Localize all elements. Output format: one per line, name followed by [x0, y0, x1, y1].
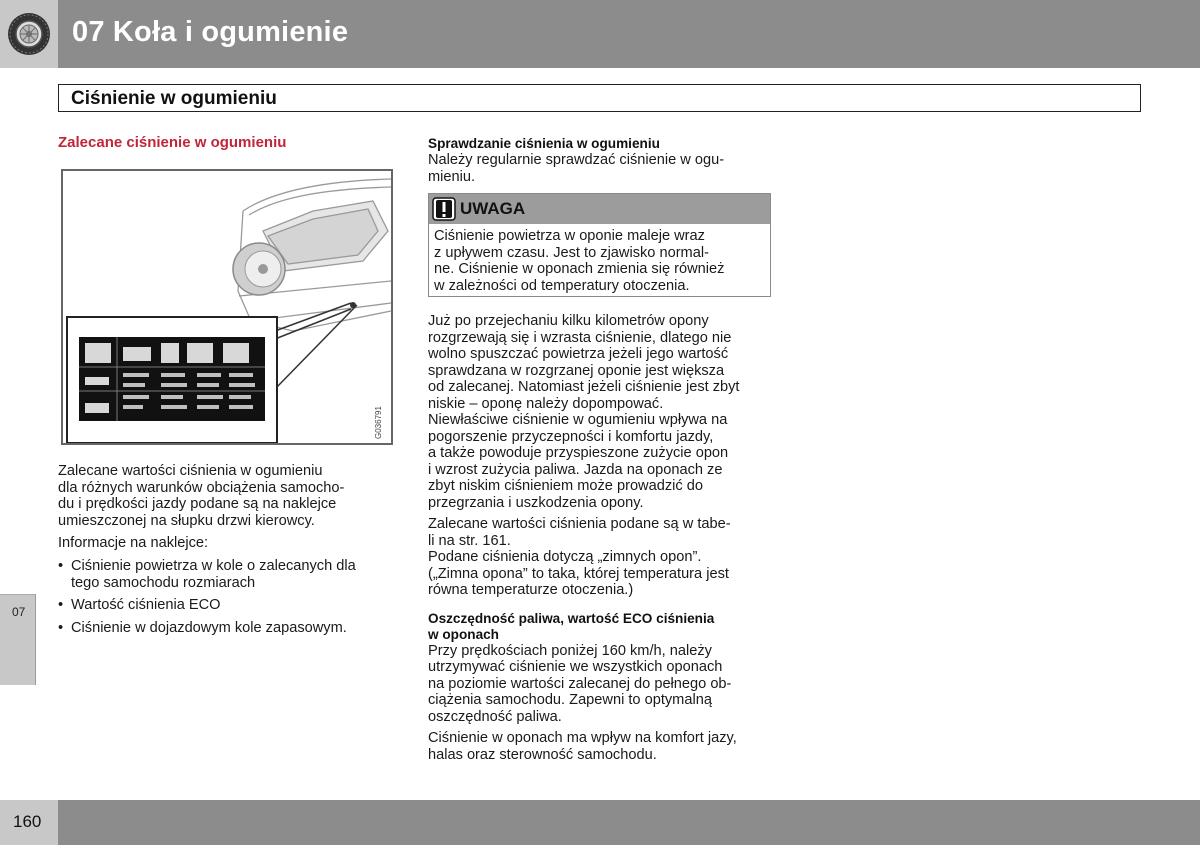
text-line: Zalecane wartości ciśnienia podane są w tabe- [428, 516, 731, 532]
chapter-title: 07 Koła i ogumienie [72, 16, 349, 48]
text-line: przegrzania i uszkodzenia opony. [428, 494, 644, 511]
text-line: na poziomie wartości zalecanej do pełnego ob- [428, 675, 732, 692]
text-line: wolno spuszczać powietrza jeżeli jego wartość [428, 346, 729, 362]
tire-pressure-label-figure [61, 169, 393, 445]
text-line: Ciśnienie powietrza w oponie maleje wraz [434, 228, 705, 244]
chapter-side-tab [0, 594, 36, 685]
left-text-block [58, 463, 393, 642]
list-item [58, 597, 393, 614]
text-line: ciążenia samochodu. Zapewni to optymalną [428, 692, 712, 708]
text-line: oszczędność paliwa. [428, 708, 562, 725]
text-line: niskie – oponę należy dopompować. [428, 395, 664, 412]
comfort-paragraph [428, 730, 773, 763]
text-line: Podane ciśnienia dotyczą „zimnych opon”. [428, 549, 702, 565]
text-line: równa temperaturze otoczenia.) [428, 582, 634, 598]
list-item [58, 558, 393, 591]
sticker-info-list [58, 558, 393, 636]
right-column [428, 136, 773, 768]
list-item-text: Ciśnienie w dojazdowym kole zapasowym. [71, 619, 347, 636]
eco-paragraph [428, 643, 773, 726]
page-number: 160 [13, 812, 42, 831]
text-line: Oszczędność paliwa, wartość ECO ciśnienia [428, 610, 715, 626]
text-line: ne. Ciśnienie w oponach zmienia się również [434, 261, 725, 277]
list-item [58, 620, 393, 637]
list-item-text: tego samochodu rozmiarach [71, 574, 256, 591]
car-door-pillar-illustration [63, 171, 391, 443]
text-line: i wzrost zużycia paliwa. Jazda na oponach ze [428, 461, 723, 478]
section-title: Ciśnienie w ogumieniu [71, 88, 277, 109]
wheel-icon [233, 243, 285, 295]
spacer [428, 604, 773, 611]
text-line: dla różnych warunków obciążenia samocho- [58, 479, 345, 496]
text-line: z upływem czasu. Jest to zjawisko normal- [434, 244, 709, 261]
check-pressure-text [428, 152, 773, 185]
text-line: pogorszenie przyczepności i komfortu jazdy, [428, 428, 714, 445]
note-body [429, 224, 770, 296]
page-number-box [0, 800, 58, 845]
heat-pressure-paragraph [428, 313, 773, 511]
chapter-icon-box [0, 0, 58, 68]
text-line: mieniu. [428, 168, 476, 185]
text-line: a także powoduje przyspieszone zużycie opon [428, 445, 729, 461]
text-line: Niewłaściwe ciśnienie w ogumieniu wpływa na [428, 412, 728, 428]
text-line: Zalecane wartości ciśnienia w ogumieniu [58, 463, 323, 479]
text-line: utrzymywać ciśnienie we wszystkich oponach [428, 659, 723, 675]
text-line: („Zimna opona” to taka, której temperatura jest [428, 565, 729, 582]
footer-bar [58, 800, 1200, 845]
text-line: halas oraz sterowność samochodu. [428, 746, 657, 763]
cold-tire-paragraph [428, 516, 773, 599]
list-item-text: Wartość ciśnienia ECO [71, 597, 221, 614]
text-line: w oponach [428, 626, 499, 642]
text-line: Przy prędkościach poniżej 160 km/h, należy [428, 642, 712, 659]
text-line: zbyt niskim ciśnieniem może prowadzić do [428, 478, 703, 494]
text-line: od zalecanej. Natomiast jeżeli ciśnienie jest zbyt [428, 379, 740, 395]
tire-icon [7, 12, 51, 56]
note-header [429, 194, 770, 224]
text-line: Ciśnienie w oponach ma wpływ na komfort jazy, [428, 730, 737, 746]
text-line: sprawdzana w rozgrzanej oponie jest większa [428, 362, 725, 379]
side-tab-label: 07 [12, 605, 26, 619]
subheading-recommended-pressure: Zalecane ciśnienie w ogumieniu [58, 134, 287, 151]
check-pressure-heading: Sprawdzanie ciśnienia w ogumieniu [428, 136, 660, 151]
eco-heading [428, 611, 773, 643]
left-column [58, 134, 398, 151]
note-box [428, 193, 771, 297]
sticker-paragraph [58, 463, 393, 529]
figure-code: G036791 [374, 406, 383, 439]
list-item-text: Ciśnienie powietrza w kole o zalecanych dla [71, 557, 356, 574]
text-line: du i prędkości jazdy podane są na naklejce [58, 496, 337, 513]
text-line: Należy regularnie sprawdzać ciśnienie w ogu- [428, 152, 725, 168]
text-line: li na str. 161. [428, 532, 511, 549]
section-heading-box [58, 84, 1141, 112]
text-line: rozgrzewają się i wzrasta ciśnienie, dlatego nie [428, 329, 732, 346]
note-title: UWAGA [460, 199, 526, 218]
text-line: w zależności od temperatury otoczenia. [434, 277, 690, 294]
text-line: Już po przejechaniu kilku kilometrów opony [428, 313, 709, 329]
info-label: Informacje na naklejce: [58, 535, 209, 552]
text-line: umieszczonej na słupku drzwi kierowcy. [58, 512, 315, 529]
warning-icon [432, 197, 456, 221]
